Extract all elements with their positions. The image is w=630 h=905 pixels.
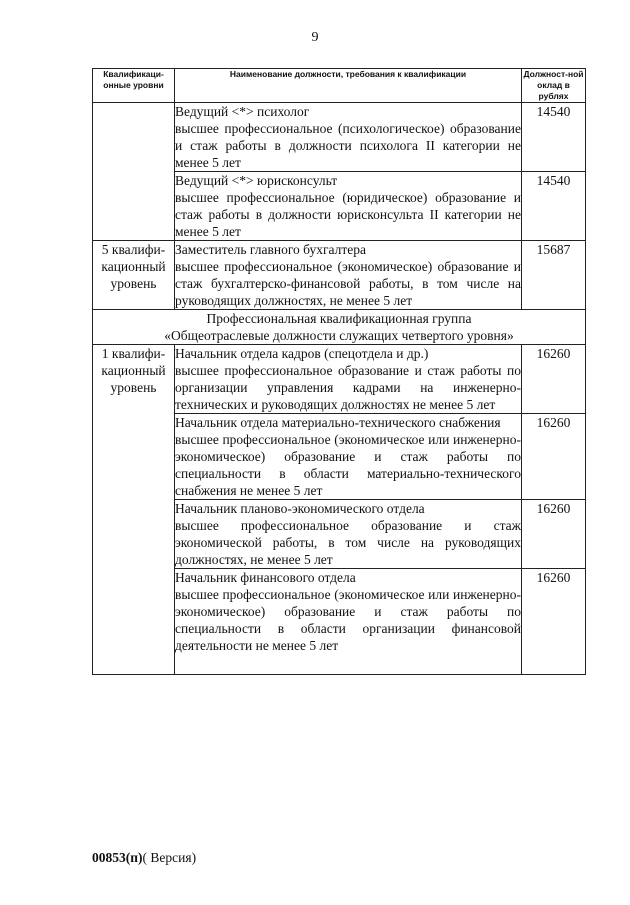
position-cell: [175, 241, 522, 310]
group-heading-row: [93, 310, 586, 345]
position-requirements: высшее профессиональное (экономическое или инженерно-экономическое) образование и стаж работы по специальности в области материально-технического снабжения не менее 5 лет: [175, 432, 521, 498]
position-title: Начальник планово-экономического отдела: [175, 501, 425, 516]
position-requirements: высшее профессиональное образование и стаж экономической работы, в том числе на руководящих должностях, не менее 5 лет: [175, 518, 521, 567]
position-cell: [175, 172, 522, 241]
table-row: [93, 241, 586, 310]
salary-cell: 16260: [522, 500, 586, 569]
position-title: Начальник отдела кадров (спецотдела и др.): [175, 346, 429, 361]
qualification-table: [92, 68, 586, 675]
position-cell: [175, 569, 522, 675]
table-row: [93, 103, 586, 172]
position-title: Заместитель главного бухгалтера: [175, 242, 367, 257]
salary-cell: 16260: [522, 414, 586, 500]
salary-cell: 14540: [522, 103, 586, 172]
group-heading: [93, 310, 586, 345]
document-version: ( Версия): [142, 850, 197, 865]
position-requirements: высшее профессиональное образование и стаж работы по организации управления кадрами на инженерно-технических и руководящих должностях не менее 5 лет: [175, 363, 521, 412]
header-position: Наименование должности, требования к квалификации: [175, 69, 522, 103]
table-row: [93, 345, 586, 414]
header-levels: Квалификаци-онные уровни: [93, 69, 175, 103]
page-number: 9: [311, 30, 319, 45]
group-heading-line2: «Общеотраслевые должности служащих четвертого уровня»: [164, 328, 514, 343]
level-cell: 5 квалифи-кационный уровень: [93, 241, 175, 310]
position-title: Начальник финансового отдела: [175, 570, 356, 585]
position-requirements: высшее профессиональное (экономическое) образование и стаж бухгалтерско-финансовой работы, в том числе на руководящих должностях, не менее 5 лет: [175, 259, 521, 308]
position-cell: [175, 500, 522, 569]
position-cell: [175, 345, 522, 414]
table-header-row: [93, 69, 586, 103]
position-requirements: высшее профессиональное (юридическое) образование и стаж работы в должности юрисконсульта II категории не менее 5 лет: [175, 190, 521, 239]
salary-cell: 14540: [522, 172, 586, 241]
salary-cell: 16260: [522, 569, 586, 675]
salary-cell: 16260: [522, 345, 586, 414]
position-title: Ведущий <*> психолог: [175, 104, 310, 119]
salary-cell: 15687: [522, 241, 586, 310]
position-cell: [175, 103, 522, 172]
header-salary: Должност-ной оклад в рублях: [523, 69, 584, 101]
position-requirements: высшее профессиональное (экономическое или инженерно-экономическое) образование и стаж работы по специальности в области организации финансовой деятельности не менее 5 лет: [175, 587, 521, 653]
position-requirements: высшее профессиональное (психологическое) образование и стаж работы в должности психолога II категории не менее 5 лет: [175, 121, 521, 170]
position-title: Начальник отдела материально-технического снабжения: [175, 415, 501, 430]
document-footer: [92, 850, 196, 866]
position-cell: [175, 414, 522, 500]
document-code: 00853(п): [92, 850, 143, 865]
level-cell: 1 квалифи-кационный уровень: [93, 345, 175, 675]
position-title: Ведущий <*> юрисконсульт: [175, 173, 338, 188]
group-heading-line1: Профессиональная квалификационная группа: [206, 311, 472, 326]
level-cell: [93, 103, 175, 241]
